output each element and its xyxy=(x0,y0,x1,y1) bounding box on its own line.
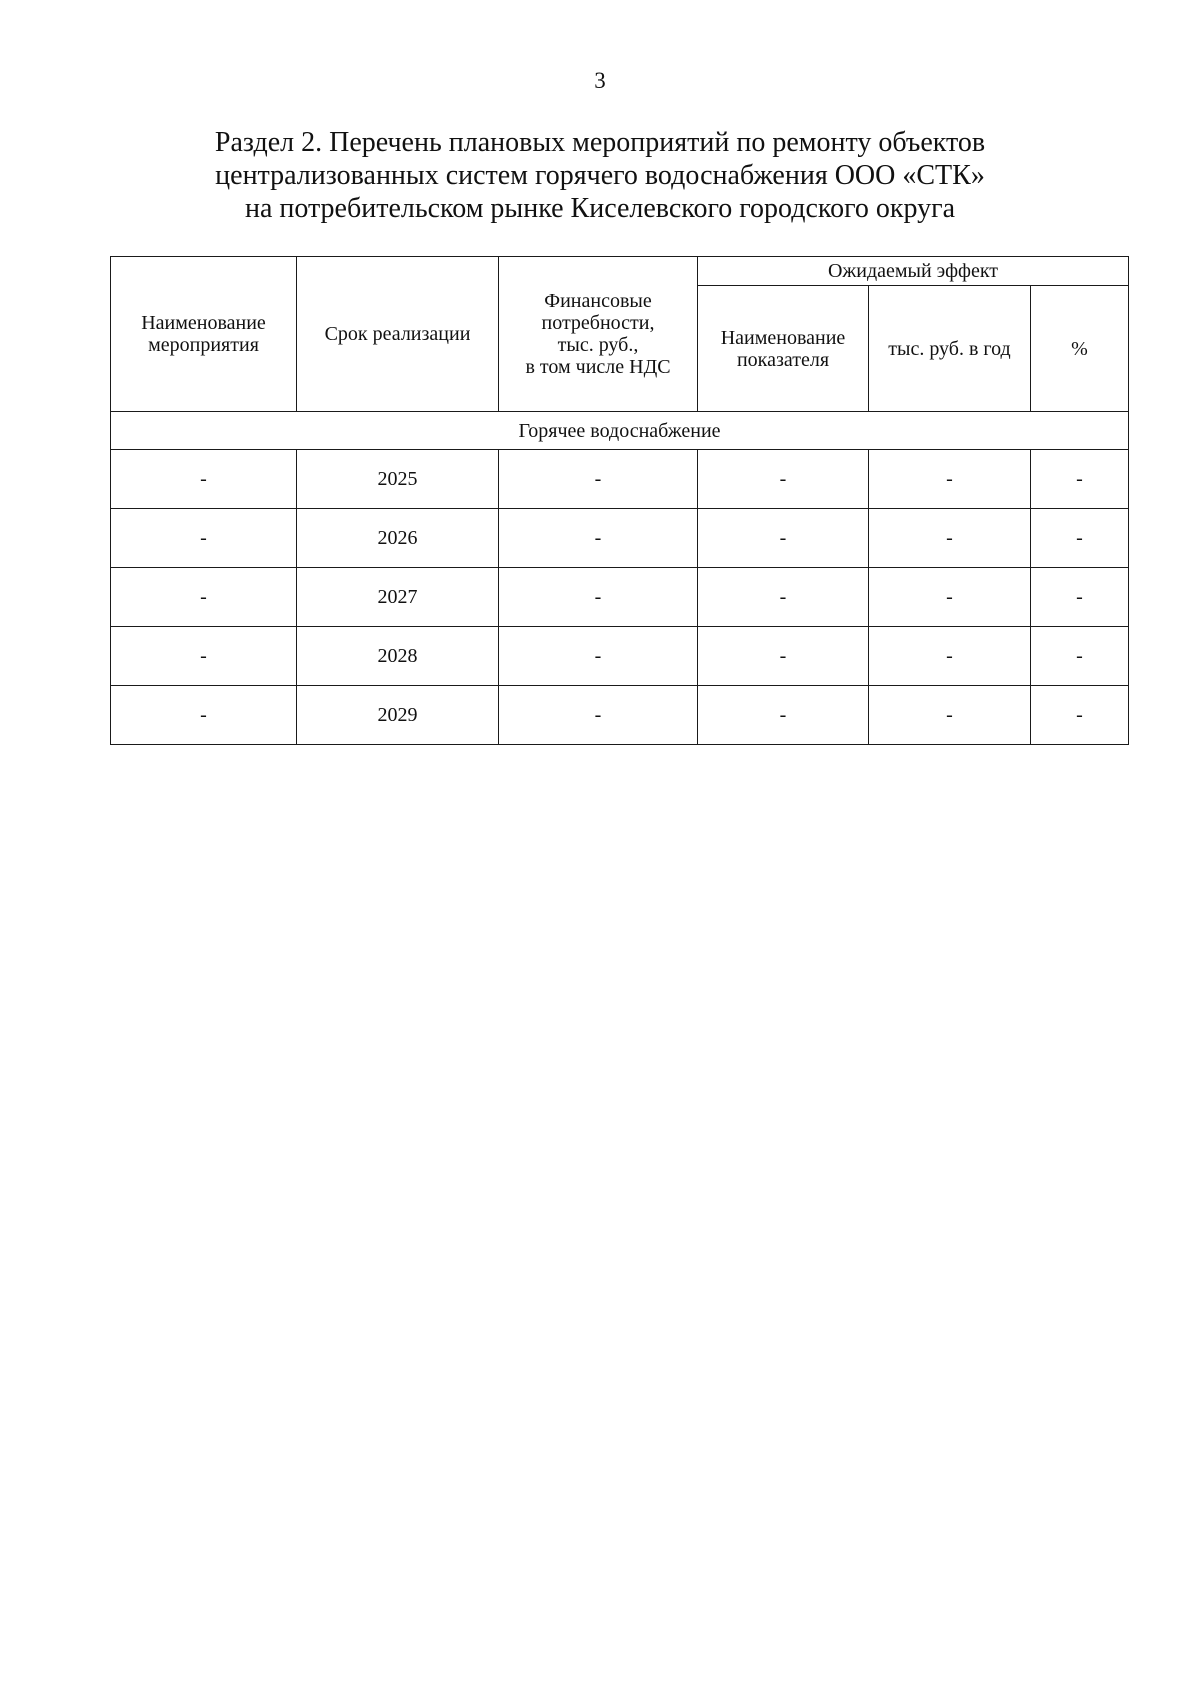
title-line: централизованных систем горячего водоснабжения ООО «СТК» xyxy=(215,160,985,191)
cell-percent: - xyxy=(1031,450,1129,509)
cell-indicator: - xyxy=(698,627,869,686)
section-title: Горячее водоснабжение xyxy=(111,412,1129,450)
cell-indicator: - xyxy=(698,509,869,568)
cell-percent: - xyxy=(1031,568,1129,627)
cell-rub-per-year: - xyxy=(869,686,1031,745)
table-row xyxy=(111,450,1129,509)
cell-percent: - xyxy=(1031,509,1129,568)
header-percent: % xyxy=(1031,286,1129,412)
cell-indicator: - xyxy=(698,450,869,509)
header-finance: Финансовые потребности, тыс. руб., в том числе НДС xyxy=(499,257,698,412)
table-row xyxy=(111,568,1129,627)
table-row xyxy=(111,627,1129,686)
document-title xyxy=(150,126,1050,225)
cell-event-name: - xyxy=(111,509,297,568)
cell-rub-per-year: - xyxy=(869,627,1031,686)
cell-event-name: - xyxy=(111,627,297,686)
cell-finance: - xyxy=(499,450,698,509)
cell-term: 2029 xyxy=(297,686,499,745)
cell-rub-per-year: - xyxy=(869,568,1031,627)
cell-term: 2026 xyxy=(297,509,499,568)
cell-event-name: - xyxy=(111,686,297,745)
header-term: Срок реализации xyxy=(297,257,499,412)
cell-term: 2025 xyxy=(297,450,499,509)
cell-percent: - xyxy=(1031,686,1129,745)
cell-finance: - xyxy=(499,686,698,745)
cell-indicator: - xyxy=(698,568,869,627)
header-rub-per-year: тыс. руб. в год xyxy=(869,286,1031,412)
header-event-name: Наименование мероприятия xyxy=(111,257,297,412)
cell-event-name: - xyxy=(111,568,297,627)
page-number: 3 xyxy=(594,68,606,93)
cell-term: 2027 xyxy=(297,568,499,627)
cell-event-name: - xyxy=(111,450,297,509)
table-row xyxy=(111,686,1129,745)
header-indicator-name: Наименование показателя xyxy=(698,286,869,412)
header-expected-effect: Ожидаемый эффект xyxy=(698,257,1129,286)
title-line: на потребительском рынке Киселевского городского округа xyxy=(244,193,956,224)
plan-table xyxy=(110,256,1129,745)
cell-indicator: - xyxy=(698,686,869,745)
cell-finance: - xyxy=(499,568,698,627)
cell-percent: - xyxy=(1031,627,1129,686)
cell-rub-per-year: - xyxy=(869,509,1031,568)
table-row xyxy=(111,509,1129,568)
section-row xyxy=(111,412,1129,450)
cell-rub-per-year: - xyxy=(869,450,1031,509)
title-line: Раздел 2. Перечень плановых мероприятий по ремонту объектов xyxy=(214,127,986,158)
cell-term: 2028 xyxy=(297,627,499,686)
cell-finance: - xyxy=(499,509,698,568)
cell-finance: - xyxy=(499,627,698,686)
